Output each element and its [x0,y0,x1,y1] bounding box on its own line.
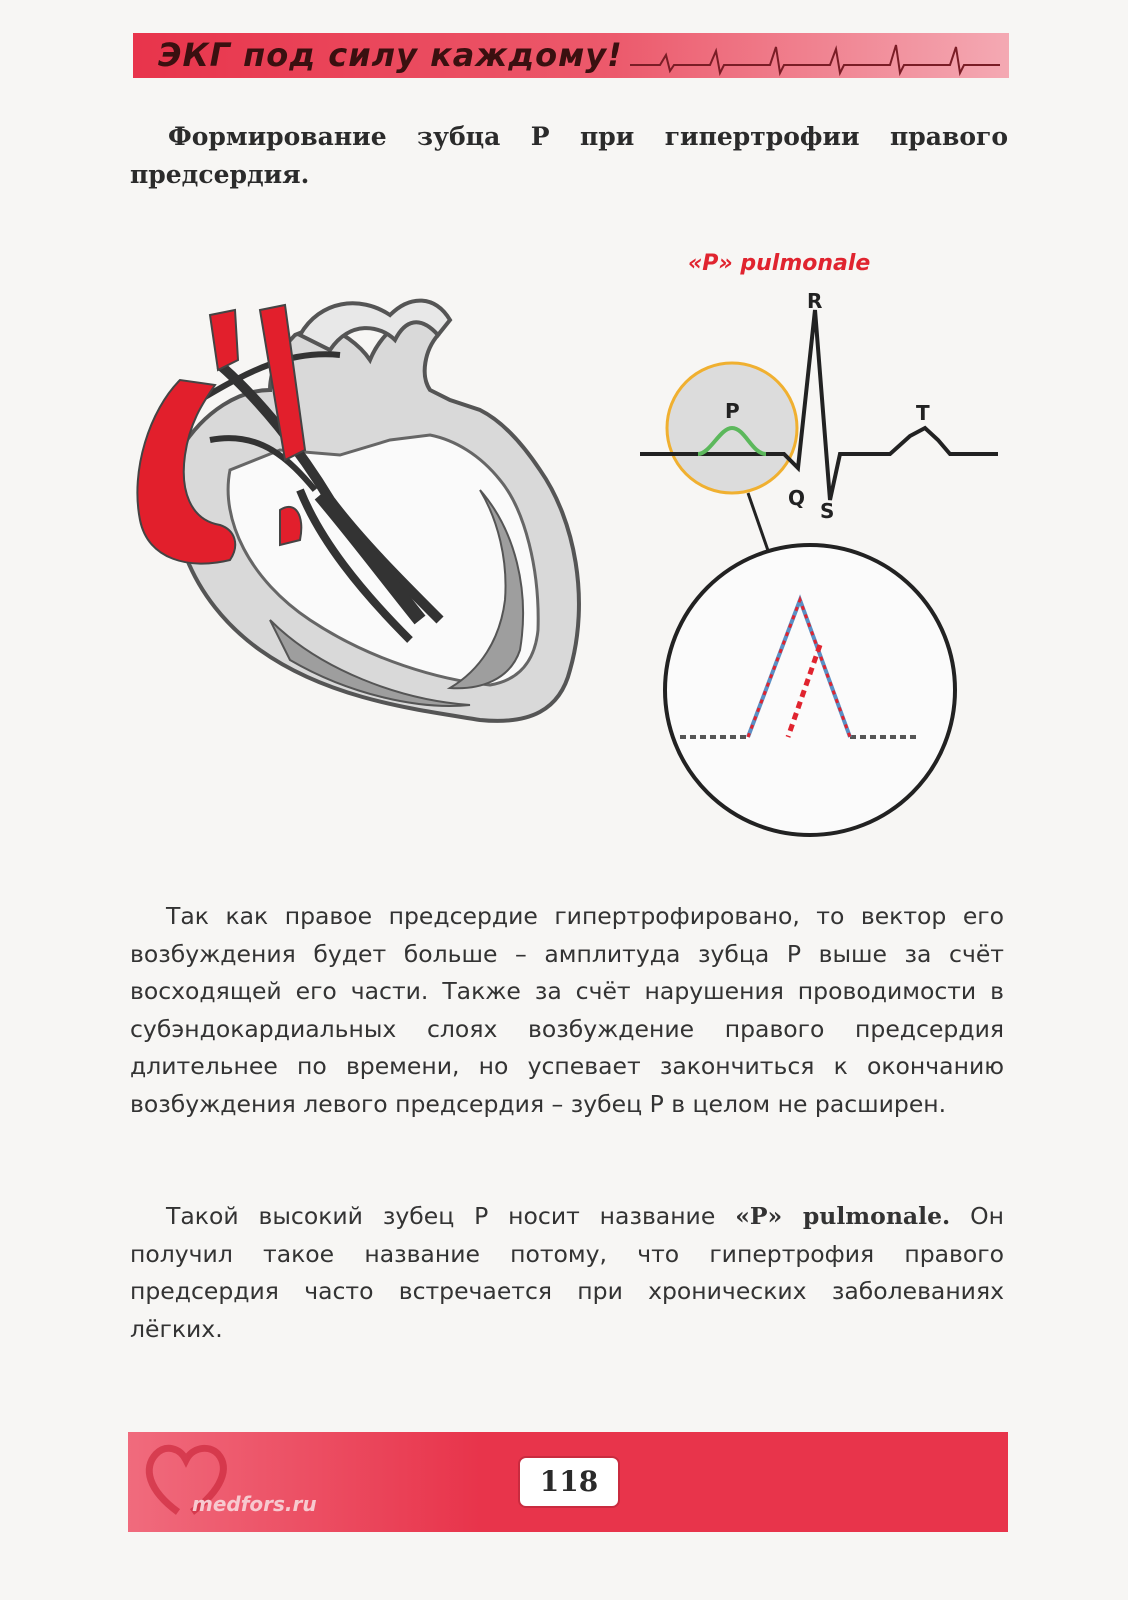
paragraph-2-end: Он получил такое название потому, что гипертрофия правого предсердия часто встречается при хронических заболеваниях лёгких. [130,1202,1004,1343]
paragraph-2-start: Такой высокий зубец Р носит название [166,1202,736,1230]
paragraph-2-bold: «Р» pulmonale. [735,1202,951,1230]
footer-site: medfors.ru [192,1492,317,1516]
heart-ecg-figure [120,240,1020,860]
label-p: P [725,399,740,423]
label-t: T [916,401,930,425]
figure-label: «Р» pulmonale [688,251,871,276]
paragraph-2 [130,1198,1004,1348]
heart-illustration [137,301,579,721]
section-title-text: Формирование зубца Р при гипертрофии правого предсердия. [130,122,1008,189]
ecg-trace [640,251,998,562]
label-q: Q [788,486,806,510]
page-number: 118 [518,1456,620,1508]
section-title [130,118,1008,194]
label-r: R [807,289,823,313]
header-ecg-line [630,33,1000,78]
paragraph-1 [130,898,1004,1123]
p-wave-zoom [665,545,955,835]
paragraph-1-text: Так как правое предсердие гипертрофировано, то вектор его возбуждения будет больше – амплитуда зубца Р выше за счёт восходящей его части. Также за счёт нарушения проводимости в субэндокардиальных слоях возбуждение правого предсердия длительнее по времени, но успевает закончиться к окончанию возбуждения левого предсердия – зубец Р в целом не расширен. [130,902,1004,1118]
header-title: ЭКГ под силу каждому! [158,36,623,74]
label-s: S [820,499,835,523]
